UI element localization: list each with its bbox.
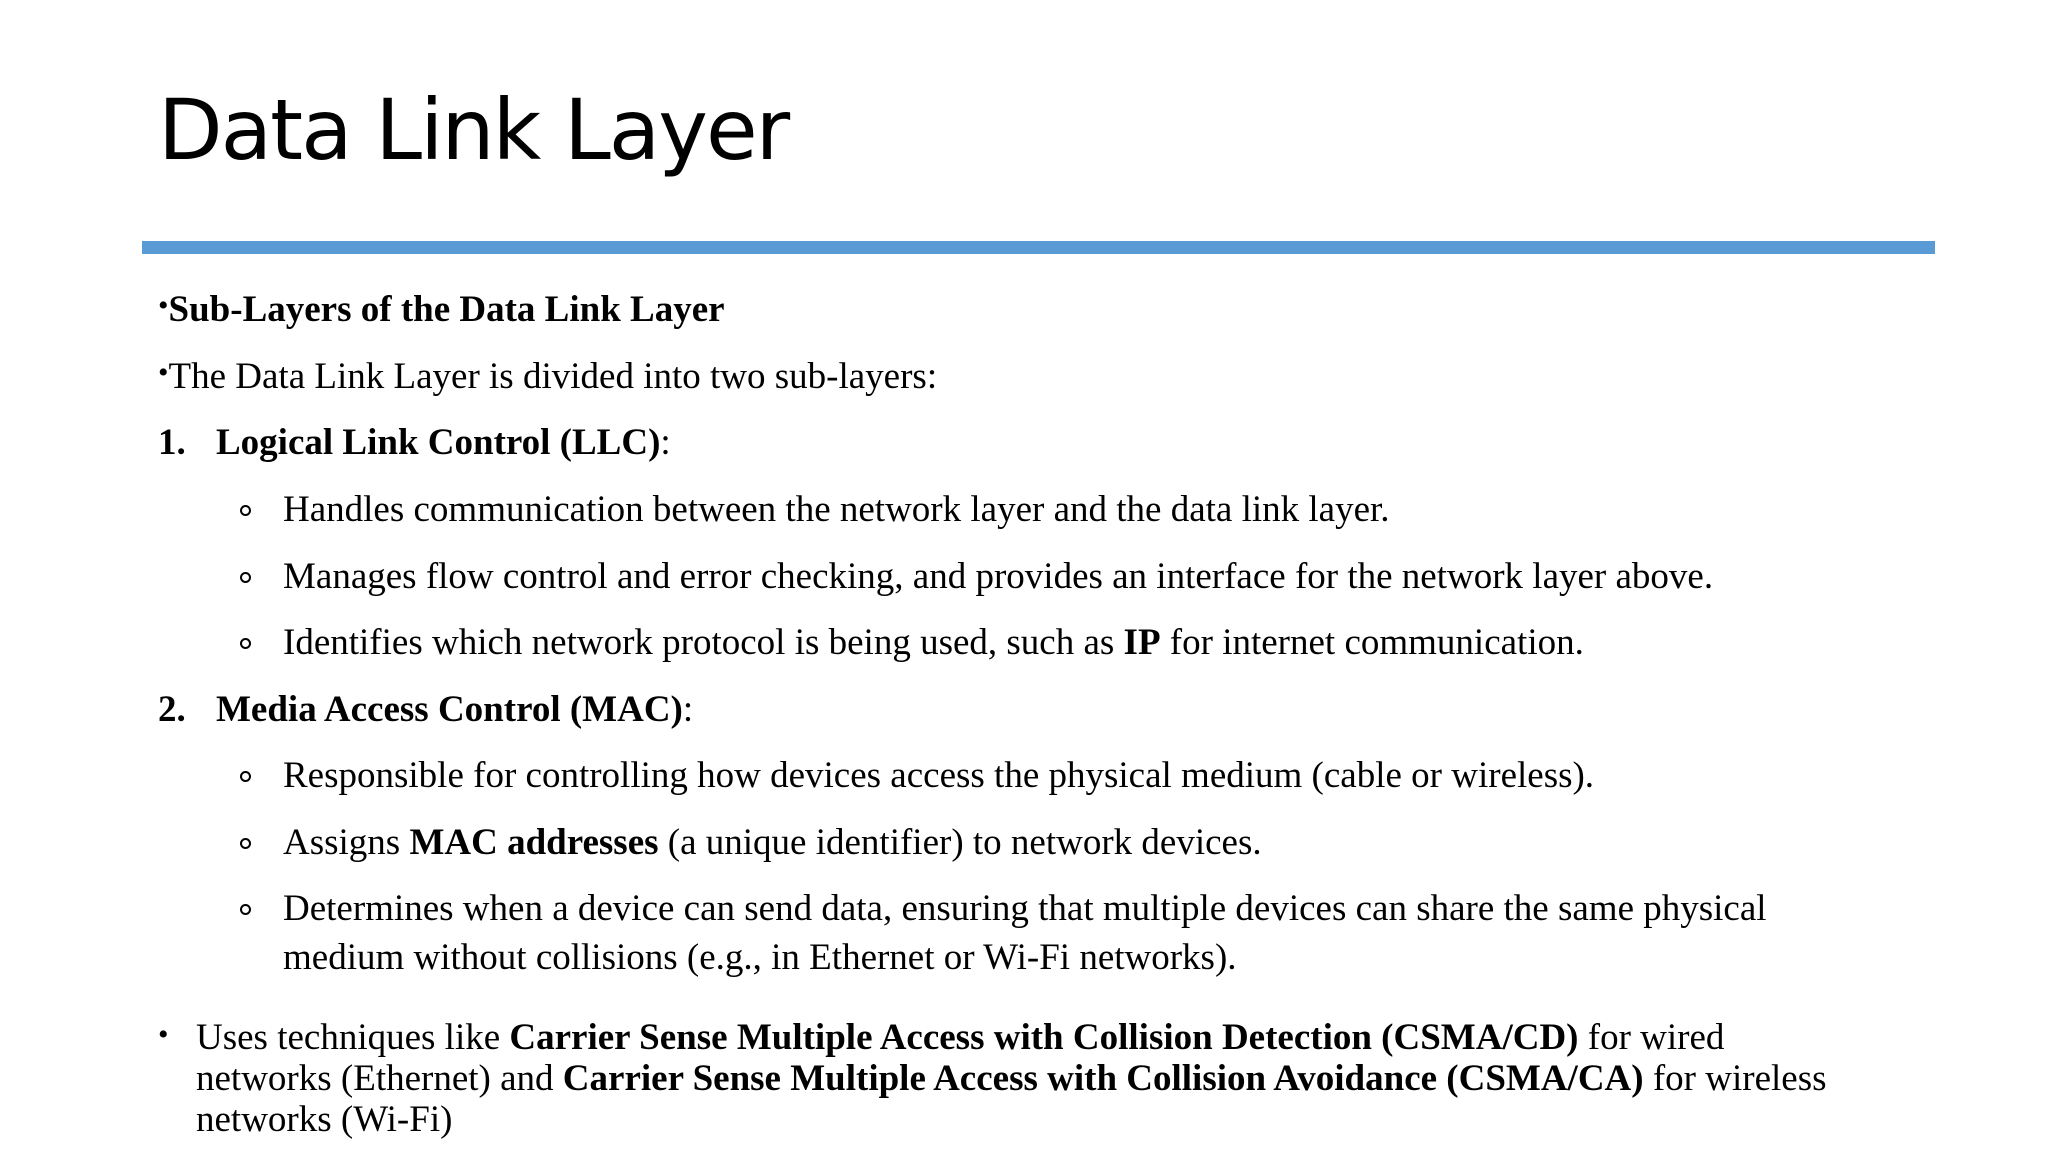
techniques-line-3: networks (Wi-Fi) bbox=[196, 1099, 453, 1140]
list-number-1: 1. bbox=[158, 422, 186, 463]
bullet-icon: • bbox=[158, 289, 169, 322]
llc-point-3: Identifies which network protocol is being used, such as IP for internet communication. bbox=[283, 622, 1584, 663]
list-number-2: 2. bbox=[158, 689, 186, 730]
techniques-line-1: Uses techniques like Carrier Sense Multiple Access with Collision Detection (CSMA/CD) for wired bbox=[196, 1017, 1725, 1058]
sublayer-name: Media Access Control (MAC) bbox=[216, 689, 683, 730]
mac-point-1: Responsible for controlling how devices access the physical medium (cable or wireless). bbox=[283, 755, 1595, 796]
sublayer-llc-heading: Logical Link Control (LLC): bbox=[216, 422, 671, 463]
hollow-circle-icon bbox=[240, 572, 251, 583]
llc-point-1: Handles communication between the network layer and the data link layer. bbox=[283, 489, 1390, 530]
techniques-line-2: networks (Ethernet) and Carrier Sense Multiple Access with Collision Avoidance (CSMA/CA) for wireless bbox=[196, 1058, 1827, 1099]
mac-point-3-line-2: medium without collisions (e.g., in Ethernet or Wi-Fi networks). bbox=[283, 937, 1237, 978]
heading-line bbox=[158, 288, 725, 332]
sublayer-mac-heading: Media Access Control (MAC): bbox=[216, 689, 694, 730]
bullet-icon: • bbox=[158, 356, 169, 389]
mac-point-3-line-1: Determines when a device can send data, ensuring that multiple devices can share the same physical bbox=[283, 888, 1767, 929]
mac-point-2: Assigns MAC addresses (a unique identifier) to network devices. bbox=[283, 822, 1262, 863]
hollow-circle-icon bbox=[240, 904, 251, 915]
intro-text: The Data Link Layer is divided into two sub-layers: bbox=[168, 356, 938, 397]
llc-point-2: Manages flow control and error checking, and provides an interface for the network layer above. bbox=[283, 556, 1714, 597]
hollow-circle-icon bbox=[240, 505, 251, 516]
title-divider bbox=[142, 241, 1935, 254]
sublayer-name: Logical Link Control (LLC) bbox=[216, 422, 661, 463]
intro-line bbox=[158, 355, 937, 399]
slide-title: Data Link Layer bbox=[158, 81, 789, 179]
bullet-icon: • bbox=[158, 1018, 169, 1051]
hollow-circle-icon bbox=[240, 838, 251, 849]
hollow-circle-icon bbox=[240, 638, 251, 649]
hollow-circle-icon bbox=[240, 771, 251, 782]
section-heading: Sub-Layers of the Data Link Layer bbox=[168, 289, 725, 330]
